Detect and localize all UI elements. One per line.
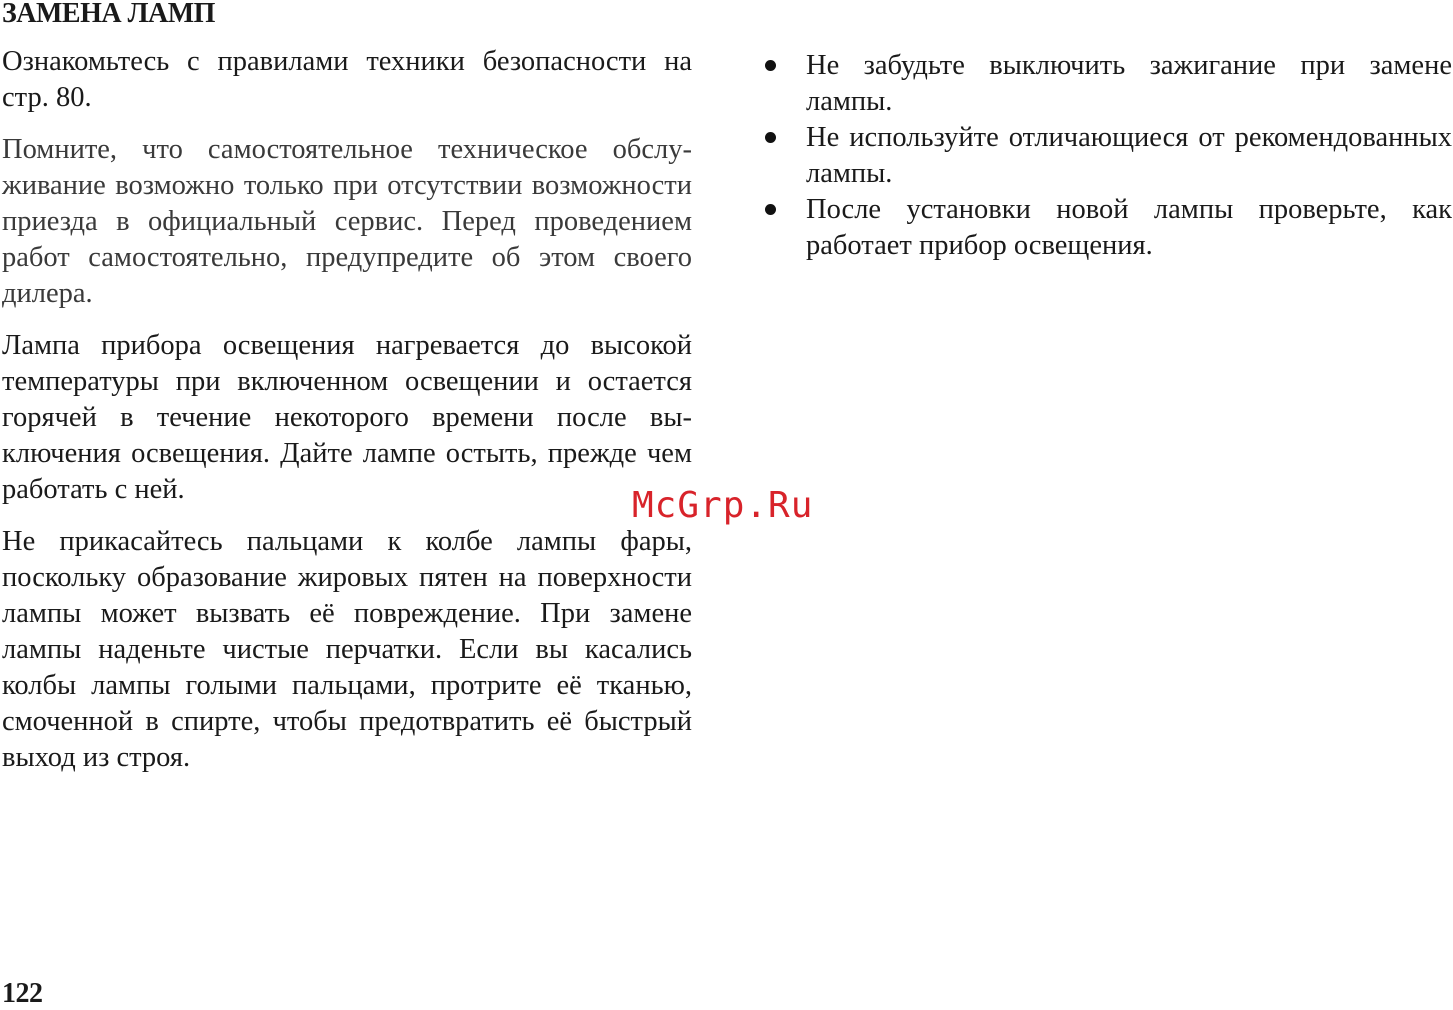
list-item-text: После установки новой лампы проверьте, как работает прибор освещения. [806, 194, 1452, 261]
bullet-dot-icon [765, 204, 776, 215]
left-column [2, 44, 692, 792]
list-item-text: Не используйте отличающиеся от рекомендованных лампы. [806, 122, 1452, 189]
bullet-list [760, 48, 1452, 264]
bullet-dot-icon [765, 60, 776, 71]
watermark: McGrp.Ru [632, 485, 814, 526]
list-item-text: Не забудьте выключить зажигание при замене лампы. [806, 50, 1452, 117]
lamp-heat-warning-paragraph: Лампа прибора освещения нагревается до высокой температуры при включенном освещении и остается горячей в течение некоторого времени после выключения освещения. Дайте лампе остыть, прежде чем работать с ней. [2, 330, 692, 505]
list-item [760, 48, 1452, 120]
list-item [760, 120, 1452, 192]
page-number: 122 [2, 978, 43, 1009]
self-service-note-paragraph: Помните, что самостоятельное техническое обслуживание возможно только при отсутствии возможности приезда в официальный сервис. Перед проведением работ самостоятельно, предупредите об этом своего дилера. [2, 134, 692, 309]
safety-reference-paragraph: Ознакомьтесь с правилами техники безопасности на стр. 80. [2, 46, 692, 113]
bulb-touch-warning-paragraph: Не прикасайтесь пальцами к колбе лампы фары, поскольку образование жировых пятен на поверхности лампы может вызвать её повреждение. При замене лампы наденьте чистые перчатки. Если вы касались колбы лампы голыми пальцами, протрите её тканью, смоченной в спирте, чтобы предотвратить её быстрый выход из строя. [2, 526, 692, 773]
page-heading: ЗАМЕНА ЛАМП [2, 0, 215, 29]
list-item [760, 192, 1452, 264]
right-column [760, 48, 1452, 264]
bullet-dot-icon [765, 132, 776, 143]
